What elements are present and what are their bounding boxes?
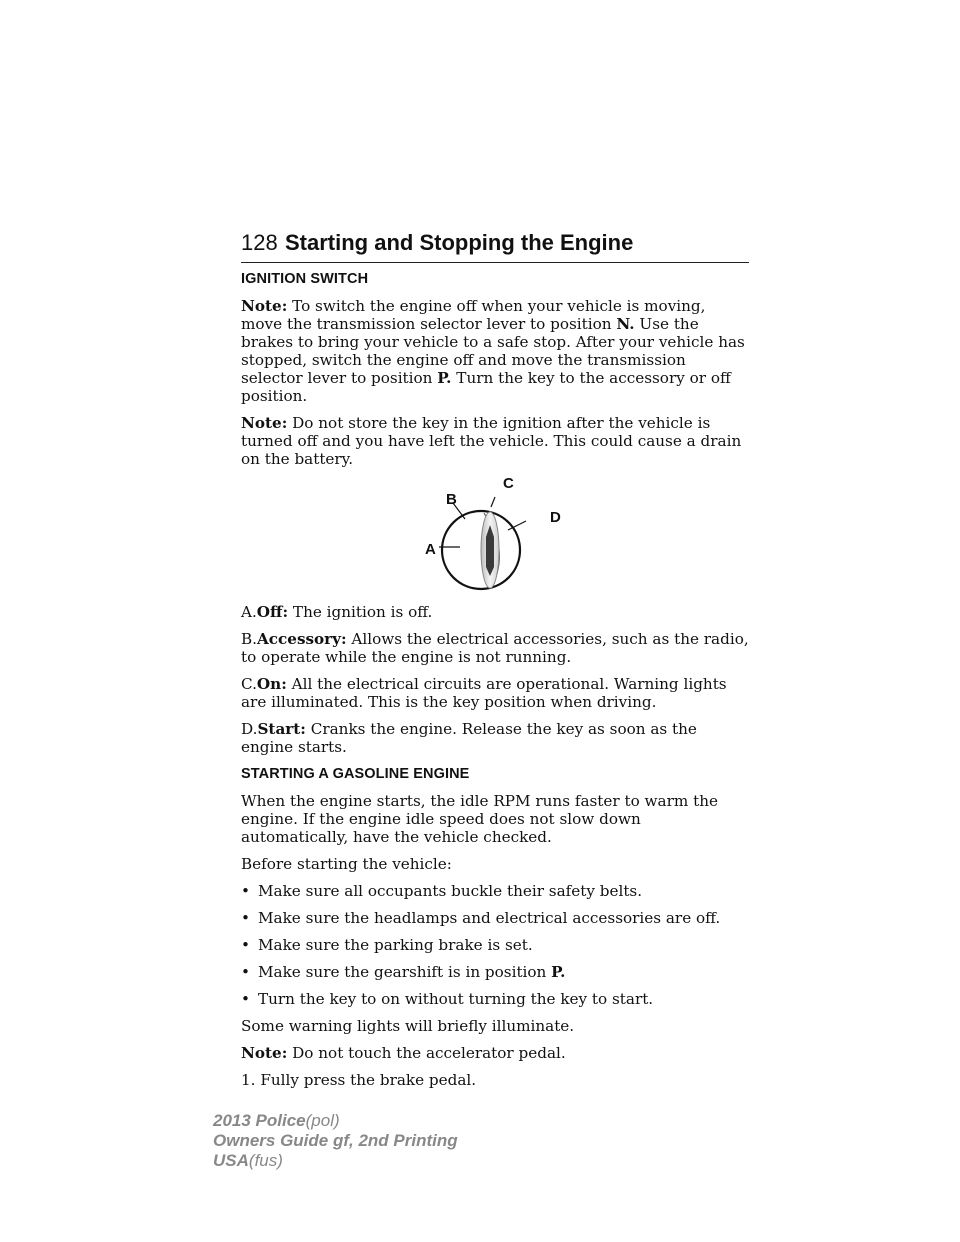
bullet-text: Make sure the headlamps and electrical accessories are off.: [258, 909, 721, 927]
figure-label-d: D: [550, 509, 561, 526]
position-p: P.: [437, 369, 452, 387]
bullet-text: Turn the key to on without turning the key to start.: [258, 990, 654, 1008]
position-text: Cranks the engine. Release the key as soon as the engine starts.: [241, 720, 697, 756]
note-paragraph-2: [241, 414, 751, 468]
figure-label-c: C: [503, 475, 514, 492]
note-text: Use the brakes to bring your vehicle to a safe stop. After your vehicle has stopped, switch the engine off and move the transmission selector lever to position: [241, 315, 745, 387]
position-text: Allows the electrical accessories, such as the radio, to operate while the engine is not running.: [241, 630, 749, 666]
page-content: [241, 270, 751, 1098]
page-header: [241, 228, 749, 263]
footer-model: 2013 Police: [213, 1111, 306, 1130]
page-number: 128: [241, 230, 278, 255]
position-name: On:: [256, 675, 287, 693]
position-letter: C.: [241, 675, 257, 693]
section-heading-starting-gasoline: STARTING A GASOLINE ENGINE: [241, 766, 470, 782]
bullet-item: [241, 963, 751, 981]
before-starting-text: Before starting the vehicle:: [241, 855, 452, 873]
page-footer: [213, 1111, 458, 1171]
note-text: Do not store the key in the ignition after the vehicle is turned off and you have left the vehicle. This could cause a drain on the battery.: [241, 414, 742, 468]
bullet-text: Make sure the gearshift is in position: [258, 963, 552, 981]
step-1: 1. Fully press the brake pedal.: [241, 1071, 477, 1089]
bullet-icon: •: [241, 909, 250, 927]
intro-paragraph: When the engine starts, the idle RPM runs faster to warm the engine. If the engine idle speed does not slow down automatically, have the vehicle checked.: [241, 792, 718, 846]
note-label: Note:: [241, 1044, 288, 1062]
warning-lights-text: Some warning lights will briefly illuminate.: [241, 1017, 575, 1035]
bullet-text: Make sure all occupants buckle their safety belts.: [258, 882, 643, 900]
figure-label-a: A: [425, 541, 436, 558]
bullet-item: [241, 882, 751, 900]
position-letter: B.: [241, 630, 257, 648]
position-item-b: [241, 630, 751, 666]
bullet-item: [241, 909, 751, 927]
note-label: Note:: [241, 297, 288, 315]
position-item-c: [241, 675, 751, 711]
note-paragraph-1: [241, 297, 751, 405]
figure-label-b: B: [446, 491, 457, 508]
footer-market-code: (fus): [248, 1151, 283, 1170]
position-item-a: [241, 603, 751, 621]
note-text: Turn the key to the accessory or off position.: [241, 369, 731, 405]
position-n: N.: [616, 315, 635, 333]
bullet-item: [241, 936, 751, 954]
note-text: To switch the engine off when your vehicle is moving, move the transmission selector lever to position: [241, 297, 706, 333]
footer-line-2: Owners Guide gf, 2nd Printing: [213, 1131, 458, 1150]
position-name: Accessory:: [257, 630, 347, 648]
bullet-icon: •: [241, 882, 250, 900]
note-label: Note:: [241, 414, 288, 432]
note-text: Do not touch the accelerator pedal.: [287, 1044, 566, 1062]
footer-line-3: [213, 1151, 458, 1171]
page-title: Starting and Stopping the Engine: [285, 230, 634, 255]
footer-market: USA: [213, 1151, 249, 1170]
bullet-text: Make sure the parking brake is set.: [258, 936, 533, 954]
position-name: Off:: [256, 603, 289, 621]
position-letter: A.: [241, 603, 257, 621]
ignition-switch-figure: [241, 477, 751, 597]
pointer-c-line: [491, 497, 495, 507]
position-text: The ignition is off.: [288, 603, 433, 621]
position-name: Start:: [257, 720, 306, 738]
section-heading-ignition-switch: IGNITION SWITCH: [241, 271, 369, 287]
position-p: P.: [551, 963, 566, 981]
footer-line-1: [213, 1111, 458, 1131]
bullet-item: [241, 990, 751, 1008]
bullet-icon: •: [241, 936, 250, 954]
ignition-switch-diagram: [416, 477, 576, 597]
position-text: All the electrical circuits are operational. Warning lights are illuminated. This is the key position when driving.: [241, 675, 727, 711]
position-letter: D.: [241, 720, 258, 738]
bullet-icon: •: [241, 963, 250, 981]
footer-model-code: (pol): [305, 1111, 340, 1130]
note-paragraph-3: [241, 1044, 751, 1062]
position-item-d: [241, 720, 751, 756]
bullet-icon: •: [241, 990, 250, 1008]
